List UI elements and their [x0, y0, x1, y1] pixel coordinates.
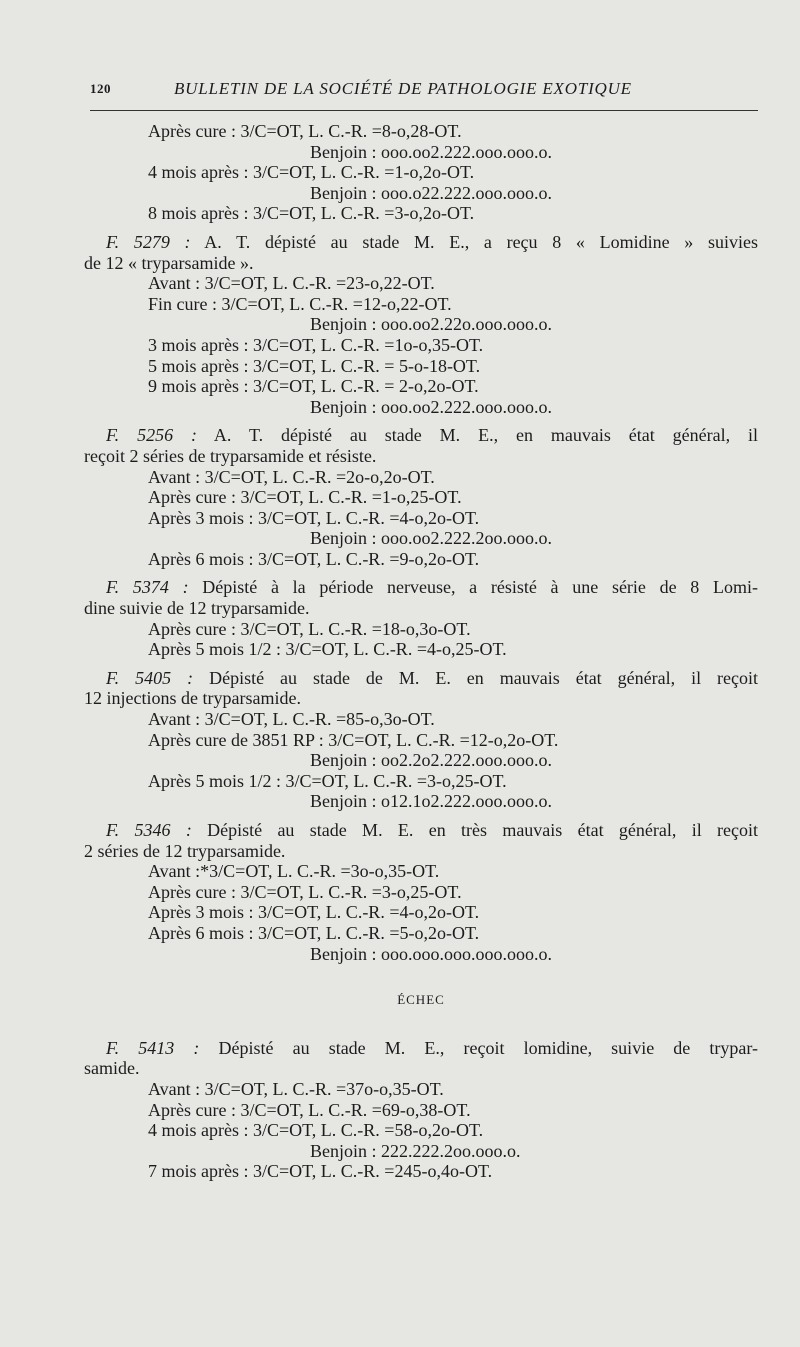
- result-line: Après cure : 3/C=OT, L. C.-R. =69-o,38-OT.: [148, 1099, 471, 1120]
- result-line: 5 mois après : 3/C=OT, L. C.-R. = 5-o-18-OT.: [148, 355, 481, 376]
- case-intro-continued: [84, 841, 758, 862]
- result-line: Avant : 3/C=OT, L. C.-R. =2o-o,2o-OT.: [148, 466, 435, 487]
- result-line: Avant : 3/C=OT, L. C.-R. =37o-o,35-OT.: [148, 1078, 444, 1099]
- case-intro: [84, 232, 758, 253]
- benjoin-line: Benjoin : ooo.oo2.22o.ooo.ooo.o.: [310, 314, 552, 335]
- case-reference: F. 5413 :: [106, 1037, 200, 1058]
- benjoin-line: Benjoin : ooo.o22.222.ooo.ooo.o.: [310, 182, 552, 203]
- section-title: ÉCHEC: [397, 992, 445, 1008]
- case-reference: F. 5256 :: [106, 425, 197, 446]
- result-line: Après 6 mois : 3/C=OT, L. C.-R. =9-o,2o-OT.: [148, 548, 480, 569]
- benjoin-line: Benjoin : ooo.oo2.222.ooo.ooo.o.: [310, 141, 552, 162]
- block-gap: [84, 660, 758, 668]
- result-line: Après 5 mois 1/2 : 3/C=OT, L. C.-R. =3-o,25-OT.: [148, 770, 507, 791]
- result-line: 4 mois après : 3/C=OT, L. C.-R. =1-o,2o-OT.: [148, 162, 475, 183]
- case-intro-text: samide.: [84, 1058, 140, 1079]
- case-block: [84, 417, 758, 569]
- case-intro: [84, 820, 758, 841]
- block-gap: [84, 224, 758, 232]
- case-block: [84, 660, 758, 812]
- result-line: Après 3 mois : 3/C=OT, L. C.-R. =4-o,2o-OT.: [148, 902, 480, 923]
- result-line: 9 mois après : 3/C=OT, L. C.-R. = 2-o,2o-OT.: [148, 376, 479, 397]
- page-number: 120: [90, 81, 111, 96]
- result-line: Après cure de 3851 RP : 3/C=OT, L. C.-R. =12-o,2o-OT.: [148, 729, 559, 750]
- case-block: [84, 812, 758, 964]
- case-intro-text: Dépisté au stade M. E., reçoit lomidine, suivie de trypar-: [218, 1037, 758, 1058]
- result-line: Après cure : 3/C=OT, L. C.-R. =1-o,25-OT.: [148, 487, 462, 508]
- benjoin-line: Benjoin : 222.222.2oo.ooo.o.: [310, 1140, 521, 1161]
- case-intro-text: 2 séries de 12 tryparsamide.: [84, 840, 286, 861]
- case-intro-continued: [84, 1058, 758, 1079]
- case-intro-continued: [84, 446, 758, 467]
- case-reference: F. 5279 :: [106, 231, 191, 252]
- benjoin-line: Benjoin : ooo.oo2.222.2oo.ooo.o.: [310, 528, 552, 549]
- case-block: [84, 569, 758, 659]
- block-gap: [84, 812, 758, 820]
- case-intro-continued: [84, 253, 758, 274]
- result-line: Fin cure : 3/C=OT, L. C.-R. =12-o,22-OT.: [148, 293, 452, 314]
- benjoin-line: Benjoin : oo2.2o2.222.ooo.ooo.o.: [310, 750, 552, 771]
- document-body: [84, 121, 758, 1182]
- case-reference: F. 5346 :: [106, 820, 192, 840]
- case-intro-text: reçoit 2 séries de tryparsamide et résiste.: [84, 445, 377, 466]
- block-gap: [84, 569, 758, 577]
- case-intro-text: A. T. dépisté au stade M. E., en mauvais état général, il: [213, 425, 758, 446]
- case-intro-continued: [84, 688, 758, 709]
- case-intro: [84, 577, 758, 598]
- case-intro-text: 12 injections de tryparsamide.: [84, 688, 301, 709]
- block-gap: [84, 417, 758, 425]
- case-intro-text: Dépisté au stade de M. E. en mauvais état général, il reçoit: [209, 667, 759, 688]
- case-intro: [84, 425, 758, 446]
- result-line: Après 5 mois 1/2 : 3/C=OT, L. C.-R. =4-o,25-OT.: [148, 639, 507, 660]
- case-block: [84, 224, 758, 417]
- result-line: Après cure : 3/C=OT, L. C.-R. =3-o,25-OT.: [148, 881, 462, 902]
- page-header: [90, 79, 758, 105]
- case-intro-continued: [84, 598, 758, 619]
- result-line: 8 mois après : 3/C=OT, L. C.-R. =3-o,2o-OT.: [148, 203, 475, 224]
- case-reference: F. 5374 :: [106, 577, 189, 598]
- benjoin-line: Benjoin : o12.1o2.222.ooo.ooo.o.: [310, 791, 552, 812]
- case-intro-text: Dépisté à la période nerveuse, a résisté à une série de 8 Lomi-: [202, 577, 758, 598]
- result-line: 7 mois après : 3/C=OT, L. C.-R. =245-o,4o-OT.: [148, 1161, 493, 1182]
- case-intro-text: de 12 « tryparsamide ».: [84, 252, 254, 273]
- benjoin-line: Benjoin : ooo.ooo.ooo.ooo.ooo.o.: [310, 943, 552, 964]
- result-line: 4 mois après : 3/C=OT, L. C.-R. =58-o,2o-OT.: [148, 1120, 484, 1141]
- result-line: Après cure : 3/C=OT, L. C.-R. =8-o,28-OT.: [148, 121, 462, 141]
- case-block: [84, 1038, 758, 1182]
- result-line: Avant :*3/C=OT, L. C.-R. =3o-o,35-OT.: [148, 861, 440, 882]
- case-reference: F. 5405 :: [106, 667, 194, 688]
- case-intro-text: A. T. dépisté au stade M. E., a reçu 8 « Lomidine » suivies: [204, 231, 758, 252]
- header-rule: [90, 110, 758, 111]
- running-title: BULLETIN DE LA SOCIÉTÉ DE PATHOLOGIE EXOTIQUE: [174, 79, 632, 98]
- result-line: Après 6 mois : 3/C=OT, L. C.-R. =5-o,2o-OT.: [148, 922, 480, 943]
- result-line: Après cure : 3/C=OT, L. C.-R. =18-o,3o-OT.: [148, 618, 471, 639]
- case-intro-text: Dépisté au stade M. E. en très mauvais état général, il reçoit: [207, 820, 759, 840]
- case-intro-text: dine suivie de 12 tryparsamide.: [84, 598, 310, 619]
- benjoin-line: Benjoin : ooo.oo2.222.ooo.ooo.o.: [310, 396, 552, 417]
- case-intro: [84, 668, 758, 689]
- data-block: [84, 121, 758, 224]
- result-line: Après 3 mois : 3/C=OT, L. C.-R. =4-o,2o-OT.: [148, 507, 480, 528]
- result-line: 3 mois après : 3/C=OT, L. C.-R. =1o-o,35-OT.: [148, 334, 484, 355]
- case-intro: [84, 1038, 758, 1059]
- result-line: Avant : 3/C=OT, L. C.-R. =23-o,22-OT.: [148, 273, 435, 294]
- result-line: Avant : 3/C=OT, L. C.-R. =85-o,3o-OT.: [148, 709, 435, 730]
